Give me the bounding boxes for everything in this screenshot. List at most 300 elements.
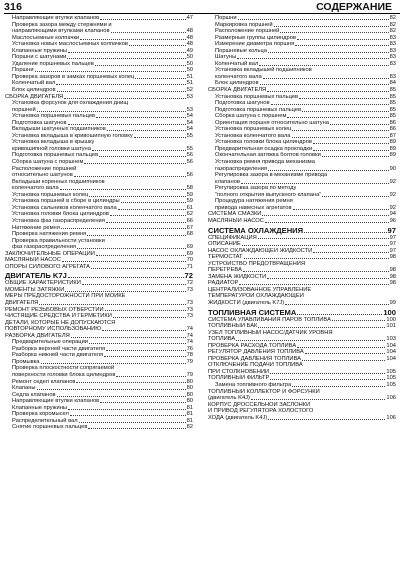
toc-page-number: 48 <box>186 28 193 35</box>
toc-page-number: 98 <box>389 254 396 261</box>
toc-entry-title: Установка фаз газораспределения <box>12 217 105 224</box>
toc-entry-title: ТОПЛИВНЫЙ БАК <box>208 323 258 330</box>
toc-entry-title: Установка сальников коленчатого вала <box>12 204 117 211</box>
toc-entry-title: Удаление поршневых пальцев <box>12 60 94 67</box>
toc-page-number: 80 <box>186 378 193 385</box>
toc-entry-title: МОМЕНТЫ ЗАТЯЖКИ <box>5 286 65 293</box>
toc-page-number: 81 <box>186 404 193 411</box>
toc-page-number: 90 <box>389 165 396 172</box>
toc-entry-title: Блок цилиндров <box>12 87 56 94</box>
toc-entry-title: привода навесных агрегатов <box>215 204 292 211</box>
toc-entry-title: Установка вкладышей подшипников <box>215 67 312 74</box>
toc-entry-title: Регулировка зазора в механизме привода <box>215 172 328 179</box>
toc-leader-dots <box>292 130 388 131</box>
toc-page-number: 54 <box>186 113 193 120</box>
toc-leader-dots <box>60 189 186 190</box>
toc-entry-title: Направляющие втулки клапанов <box>12 15 100 21</box>
toc-page-number: 105 <box>386 381 396 388</box>
toc-entry-title: Установка коленчатого вала <box>215 132 291 139</box>
toc-entry-title: Проверка плоскостности сопрягаемой <box>12 365 115 372</box>
toc-entry <box>208 218 396 225</box>
toc-leader-dots <box>88 428 185 429</box>
toc-entry-title: Измерение диаметра поршня <box>215 41 295 48</box>
toc-page-number: 54 <box>186 126 193 133</box>
toc-entry-title: Расположение поршней <box>12 165 77 172</box>
toc-leader-dots <box>287 117 388 118</box>
toc-leader-dots <box>299 98 389 99</box>
toc-entry-title: Направляющие втулки клапанов <box>12 398 100 405</box>
toc-entry-title: Седла клапанов <box>12 391 56 398</box>
toc-page-number: 69 <box>186 250 193 257</box>
toc-entry-title: ОПИСАНИЕ <box>208 241 241 248</box>
toc-entry-title: ТОПЛИВНАЯ СИСТЕМА <box>208 307 297 317</box>
toc-entry-title: Распределительный вал <box>12 417 78 424</box>
toc-leader-dots <box>236 340 385 341</box>
toc-page-number: 85 <box>389 100 396 107</box>
toc-entry-title: Размерные группы цилиндров <box>215 34 296 41</box>
toc-entry-title: "полного открытия выпускного клапана" <box>215 191 322 198</box>
toc-page-number: 48 <box>186 34 193 41</box>
toc-page-number: 47 <box>186 15 193 21</box>
toc-entry-title: Сборка шатуна с поршнем <box>12 159 84 166</box>
toc-leader-dots <box>80 39 185 40</box>
toc-entry-title: Установка вкладыша в крышку <box>12 139 95 146</box>
toc-entry-title: СБОРКА ДВИГАТЕЛЯ <box>5 93 64 100</box>
toc-page-number: 85 <box>389 93 396 100</box>
toc-entry-title: СПЕЦИФИКАЦИЯ <box>208 234 257 241</box>
toc-page-number: 83 <box>389 73 396 80</box>
toc-leader-dots <box>74 176 186 177</box>
toc-page-number: 96 <box>389 217 396 224</box>
page-title: СОДЕРЖАНИЕ <box>316 1 392 13</box>
toc-page-number: 53 <box>186 106 193 113</box>
toc-page-number: 89 <box>389 145 396 152</box>
toc-page-number: 86 <box>389 126 396 133</box>
toc-page-number: 51 <box>186 80 193 87</box>
toc-page-number: 70 <box>186 257 193 264</box>
toc-page-number: 83 <box>389 60 396 67</box>
toc-page-number: 85 <box>389 113 396 120</box>
toc-leader-dots <box>259 65 388 66</box>
toc-leader-dots <box>263 78 389 79</box>
toc-leader-dots <box>244 258 389 259</box>
toc-leader-dots <box>89 343 186 344</box>
toc-entry-title: коленчатого вала <box>12 185 59 192</box>
toc-page-number: 52 <box>186 87 193 94</box>
toc-entry-title: Подготовка шатунов <box>12 119 67 126</box>
toc-entry-title: УСТРОЙСТВО ПРЕДОТВРАЩЕНИЯ <box>208 260 306 267</box>
toc-leader-dots <box>37 111 186 112</box>
toc-entry-title: Ориентация поршня относительно шатуна <box>215 119 329 126</box>
toc-leader-dots <box>111 32 186 33</box>
toc-page-number: 103 <box>386 336 396 343</box>
toc-page-number: 105 <box>386 375 396 382</box>
toc-entry-title: ТОПЛИВНЫЙ ФИЛЬТР <box>208 375 270 382</box>
toc-leader-dots <box>322 156 389 157</box>
toc-entry-title: поверхности головки блока цилиндров <box>12 371 116 378</box>
toc-entry-title: НАСОС ОХЛАЖДАЮЩЕЙ ЖИДКОСТИ <box>208 247 313 254</box>
toc-entry <box>208 300 396 307</box>
toc-page-number: 72 <box>186 280 193 287</box>
toc-page-number: 106 <box>386 395 396 402</box>
toc-leader-dots <box>104 356 185 357</box>
toc-page-number: 97 <box>389 241 396 248</box>
toc-page-number: 76 <box>186 345 193 352</box>
toc-leader-dots <box>96 117 186 118</box>
page-header <box>0 0 404 14</box>
toc-leader-dots <box>116 376 185 377</box>
toc-page-number: 98 <box>389 280 396 287</box>
toc-entry-title: Установка форсунок для охлаждения днищ <box>12 100 129 107</box>
toc-page-number: 99 <box>389 299 396 306</box>
toc-leader-dots <box>313 252 388 253</box>
toc-page-number: 84 <box>389 80 396 87</box>
toc-entry-title: Блок цилиндров <box>215 80 259 87</box>
toc-page-number: 80 <box>186 398 193 405</box>
toc-leader-dots <box>242 245 389 246</box>
toc-entry-title: Замена топливного фильтра <box>215 381 292 388</box>
toc-page-number: 83 <box>389 47 396 54</box>
toc-entry-title: Установка поршневых пальцев <box>12 113 96 120</box>
toc-leader-dots <box>313 150 388 151</box>
toc-page-number: 100 <box>386 316 396 323</box>
toc-leader-dots <box>118 209 186 210</box>
toc-entry-title: Поршневые кольца <box>215 47 267 54</box>
toc-entry-title: ЗАКЛЮЧИТЕЛЬНЫЕ ОПЕРАЦИИ <box>5 250 95 257</box>
toc-entry-title: МЕРЫ ПРЕДОСТОРОЖНОСТИ ПРИ МОЙКЕ <box>5 293 126 300</box>
toc-page-number: 73 <box>186 313 193 320</box>
toc-page-number: 85 <box>389 87 396 94</box>
toc-entry-title: Подготовка поршневых пальцев <box>215 106 302 113</box>
toc-leader-dots <box>110 215 186 216</box>
toc-page-number: 106 <box>386 414 396 421</box>
toc-entry-title: клапанов <box>215 178 240 185</box>
toc-page-number: 82 <box>389 21 396 28</box>
toc-page-number: 67 <box>186 224 193 231</box>
toc-leader-dots <box>56 84 185 85</box>
toc-entry-title: Проверка зазоров в замках поршневых колец <box>12 73 135 80</box>
toc-entry-title: СИСТЕМА СМАЗКИ <box>208 211 262 218</box>
toc-page-number: 73 <box>186 299 193 306</box>
toc-leader-dots <box>91 268 186 269</box>
toc-page-number: 92 <box>389 178 396 185</box>
toc-entry-title: Проверка правильности установки <box>12 237 105 244</box>
toc-leader-dots <box>268 419 385 420</box>
toc-page-number: 79 <box>186 358 193 365</box>
toc-page-number: 68 <box>186 231 193 238</box>
toc-leader-dots <box>57 91 186 92</box>
toc-page-number: 55 <box>186 132 193 139</box>
toc-entry-title: ХОДА (двигатель K4J) <box>208 414 268 421</box>
toc-leader-dots <box>95 65 186 66</box>
toc-page-number: 56 <box>186 172 193 179</box>
toc-page-number: 104 <box>386 342 396 349</box>
toc-leader-dots <box>87 235 185 236</box>
toc-entry-title: Расположение поршней <box>215 28 280 35</box>
toc-leader-dots <box>68 409 186 410</box>
toc-page-number: 105 <box>386 368 396 375</box>
toc-leader-dots <box>302 360 385 361</box>
toc-leader-dots <box>135 78 185 79</box>
toc-leader-dots <box>105 310 186 311</box>
toc-entry-title: Установка поршневых пальцев <box>215 93 299 100</box>
toc-leader-dots <box>274 26 389 27</box>
toc-leader-dots <box>258 327 385 328</box>
toc-leader-dots <box>313 143 389 144</box>
toc-entry-title: ОТКЛЮЧЕНИЕ ПОДАЧИ ТОПЛИВА <box>208 362 303 369</box>
toc-entry-title: Установка ремня привода механизма <box>215 159 315 166</box>
toc-section-heading <box>208 226 396 235</box>
toc-entry-title: Натяжение ремня <box>12 224 60 231</box>
toc-leader-dots <box>68 52 186 53</box>
toc-page-number: 101 <box>386 323 396 330</box>
toc-entry-title: СИСТЕМА ОХЛАЖДЕНИЯ <box>208 225 304 235</box>
toc-entry-title: ЗАМЕНА ЖИДКОСТИ <box>208 273 267 280</box>
toc-leader-dots <box>70 415 186 416</box>
toc-entry-title: ТОПЛИВА <box>208 336 236 343</box>
toc-entry-title: поршней <box>12 106 36 113</box>
toc-page-number: 71 <box>186 263 193 270</box>
toc-entry-title: Вкладыши шатунных подшипников <box>12 126 106 133</box>
toc-page-number: 59 <box>186 191 193 198</box>
toc-leader-dots <box>96 255 186 256</box>
toc-leader-dots <box>280 32 388 33</box>
toc-page-number: 51 <box>186 73 193 80</box>
toc-leader-dots <box>332 320 386 321</box>
toc-page-number: 74 <box>186 339 193 346</box>
toc-leader-dots <box>62 261 186 262</box>
toc-entry-title: РАЗБОРКА ДВИГАТЕЛЯ <box>5 332 70 339</box>
toc-entry-title: Установка поршневых колец <box>12 191 89 198</box>
toc-entry <box>5 264 193 271</box>
toc-leader-dots <box>41 363 186 364</box>
toc-page-number: 82 <box>389 28 396 35</box>
toc-entry-title: ЖИДКОСТИ (двигатель K7J) <box>208 299 285 306</box>
toc-leader-dots <box>37 389 186 390</box>
toc-leader-dots <box>84 163 185 164</box>
toc-leader-dots <box>268 52 389 53</box>
toc-page-number: 83 <box>389 34 396 41</box>
toc-leader-dots <box>68 277 184 278</box>
toc-entry-title: СБОРКА ДВИГАТЕЛЯ <box>208 87 267 94</box>
toc-entry-title: Установка вкладыша в кривошипную головку <box>12 132 133 139</box>
toc-page-number: 73 <box>186 286 193 293</box>
toc-page-number: 100 <box>383 307 396 317</box>
toc-page-number: 50 <box>186 67 193 74</box>
toc-entry-title: Вкладыши коренных подшипников <box>12 178 105 185</box>
toc-page-number: 50 <box>186 54 193 61</box>
toc-leader-dots <box>134 137 186 138</box>
toc-leader-dots <box>100 19 185 20</box>
toc-page-number: 89 <box>389 152 396 159</box>
toc-page-number: 78 <box>186 352 193 359</box>
toc-page-number: 79 <box>186 371 193 378</box>
toc-entry-title: Коленчатый вал <box>215 60 259 67</box>
toc-entry-title: ДВИГАТЕЛЬ K7J <box>5 271 67 281</box>
toc-leader-dots <box>99 156 185 157</box>
toc-entry-title: Ремонт седел клапанов <box>12 378 76 385</box>
toc-entry <box>5 424 193 431</box>
page-number: 316 <box>4 1 23 13</box>
toc-entry-title: Поршни <box>215 15 237 21</box>
toc-page-number: 56 <box>186 159 193 166</box>
toc-leader-dots <box>106 222 186 223</box>
toc-section-heading <box>208 308 396 317</box>
toc-entry-title: фаз газораспределения <box>12 244 77 251</box>
toc-leader-dots <box>82 284 186 285</box>
toc-entry-title: УЗЕЛ ТОПЛИВНЫЙ НАСОС/ДАТЧИК УРОВНЯ <box>208 329 333 336</box>
toc-entry-title: (двигатель K4J) <box>208 395 250 402</box>
toc-page-number: 83 <box>389 41 396 48</box>
toc-page-number: 81 <box>186 411 193 418</box>
toc-leader-dots <box>79 422 186 423</box>
toc-leader-dots <box>65 291 185 292</box>
toc-page-number: 50 <box>186 60 193 67</box>
toc-entry-title: ПРОВЕРКА РАСХОДА ТОПЛИВА <box>208 342 297 349</box>
toc-entry-title: Подготовка поршневых пальцев <box>12 152 99 159</box>
toc-entry-title: Предварительная осадка прокладки <box>215 145 313 152</box>
toc-leader-dots <box>265 222 389 223</box>
toc-page-number: 56 <box>186 152 193 159</box>
toc-page-number: 80 <box>186 385 193 392</box>
toc-entry-title: Коленчатый вал <box>12 80 56 87</box>
toc-entry-title: ПРИ СТОЛКНОВЕНИИ <box>208 368 270 375</box>
toc-entry-title: Проверка зазора между стержнями и <box>12 21 112 28</box>
toc-entry-title: Снятие поршневых пальцев <box>12 424 88 431</box>
toc-leader-dots <box>322 196 388 197</box>
toc-leader-dots <box>76 382 185 383</box>
toc-entry-title: ДЕТАЛИ, КОТОРЫЕ НЕ ДОПУСКАЮТСЯ <box>5 319 116 326</box>
toc-page-number: 54 <box>186 119 193 126</box>
toc-page-number: 74 <box>186 326 193 333</box>
toc-leader-dots <box>285 304 388 305</box>
toc-page-number: 82 <box>389 15 396 21</box>
toc-entry-title: ЦЕНТРАЛИЗОВАННОЕ УПРАВЛЕНИЕ <box>208 286 312 293</box>
toc-entry-title: Окончательная затяжка болтов головки <box>215 152 321 159</box>
toc-page-number: 69 <box>186 244 193 251</box>
toc-page-number: 98 <box>389 273 396 280</box>
toc-entry-title: Маслосъемные колпачки <box>12 34 80 41</box>
toc-entry-title: кривошипной головки шатуна <box>12 145 91 152</box>
toc-entry-title: ТОПЛИВНЫЙ КОЛЛЕКТОР И ФОРСУНКИ <box>208 388 320 395</box>
toc-leader-dots <box>100 402 185 403</box>
toc-leader-dots <box>67 58 185 59</box>
toc-entry-title: Промывка <box>12 358 40 365</box>
toc-page-number: 62 <box>186 211 193 218</box>
toc-page-number: 94 <box>389 211 396 218</box>
toc-leader-dots <box>39 304 185 305</box>
toc-left-column <box>5 15 193 431</box>
toc-leader-dots <box>297 314 382 315</box>
toc-page-number: 58 <box>186 185 193 192</box>
toc-entry-title: СИСТЕМА УЛАВЛИВАНИЯ ПАРОВ ТОПЛИВА <box>208 316 331 323</box>
toc-page-number: 48 <box>186 41 193 48</box>
toc-leader-dots <box>92 150 186 151</box>
toc-page-number: 97 <box>389 247 396 254</box>
toc-leader-dots <box>295 45 388 46</box>
toc-page-number: 82 <box>186 424 193 431</box>
toc-entry-title: Поршни с шатунами <box>12 54 67 61</box>
toc-leader-dots <box>268 170 389 171</box>
toc-entry-title: Регулировка зазора по методу <box>215 185 297 192</box>
toc-leader-dots <box>271 104 389 105</box>
toc-entry-title: Проверка коромысел <box>12 411 69 418</box>
toc-leader-dots <box>241 183 389 184</box>
toc-page-number: 66 <box>186 217 193 224</box>
toc-leader-dots <box>71 337 186 338</box>
toc-page-number: 61 <box>186 204 193 211</box>
toc-leader-dots <box>77 248 186 249</box>
toc-leader-dots <box>304 232 386 233</box>
toc-page-number: 49 <box>186 47 193 54</box>
toc-leader-dots <box>292 137 389 138</box>
toc-leader-dots <box>121 202 186 203</box>
toc-entry-title: ЧИСТЯЩИЕ СРЕДСТВА И ГЕРМЕТИКИ <box>5 313 112 320</box>
toc-leader-dots <box>107 130 186 131</box>
toc-entry-title: Клапаны <box>12 385 36 392</box>
toc-leader-dots <box>267 91 388 92</box>
toc-leader-dots <box>305 353 386 354</box>
toc-entry-title: ПОВТОРНОМУ ИСПОЛЬЗОВАНИЮ <box>5 326 102 333</box>
toc-entry-title: коленчатого вала <box>215 73 262 80</box>
toc-leader-dots <box>35 71 186 72</box>
toc-entry-title: МАСЛЯНЫЙ НАСОС <box>208 217 264 224</box>
toc-leader-dots <box>113 317 186 318</box>
toc-entry-title: относительно шатунов <box>12 172 73 179</box>
toc-leader-dots <box>238 19 389 20</box>
toc-leader-dots <box>106 350 186 351</box>
toc-entry-title: ТЕМПЕРАТУРОЙ ОХЛАЖДАЮЩЕЙ <box>208 293 304 300</box>
toc-leader-dots <box>129 45 186 46</box>
toc-entry-title: ПЕРЕГРЕВА <box>208 267 242 274</box>
toc-right-column <box>208 15 396 421</box>
toc-entry-title: Установка новых маслосъемных колпачков <box>12 41 128 48</box>
toc-leader-dots <box>292 386 385 387</box>
toc-page-number: 104 <box>386 349 396 356</box>
toc-leader-dots <box>251 399 385 400</box>
toc-entry-title: КОРПУС ДРОССЕЛЬНОЙ ЗАСЛОНКИ <box>208 401 311 408</box>
toc-leader-dots <box>297 39 389 40</box>
toc-page-number: 85 <box>389 106 396 113</box>
toc-leader-dots <box>64 98 185 99</box>
toc-entry-title: РАДИАТОР <box>208 280 239 287</box>
toc-entry-title: газораспределения <box>215 165 267 172</box>
toc-entry-title: Разборка нижней части двигателя <box>12 352 104 359</box>
toc-entry-title: Процедура натяжения ремня <box>215 198 293 205</box>
toc-leader-dots <box>68 124 186 125</box>
toc-leader-dots <box>243 271 389 272</box>
toc-entry-title: Установка головки блока цилиндров <box>215 139 312 146</box>
toc-entry-title: ПРОВЕРКА ДАВЛЕНИЯ ТОПЛИВА <box>208 355 301 362</box>
toc-page-number: 74 <box>186 332 193 339</box>
toc-page-number: 104 <box>386 355 396 362</box>
toc-leader-dots <box>260 84 389 85</box>
toc-entry-title: ТЕРМОСТАТ <box>208 254 243 261</box>
header-rule <box>4 13 400 14</box>
toc-leader-dots <box>270 379 385 380</box>
toc-page-number: 72 <box>184 271 193 281</box>
toc-leader-dots <box>61 228 186 229</box>
toc-entry-title: Поршни <box>12 67 34 74</box>
toc-entry-title: Предварительные операции <box>12 339 89 346</box>
toc-leader-dots <box>89 196 185 197</box>
toc-entry-title: ДВИГАТЕЛЯ <box>5 299 39 306</box>
toc-entry-title: направляющими втулками клапанов <box>12 28 110 35</box>
toc-leader-dots <box>267 278 388 279</box>
toc-leader-dots <box>297 347 385 348</box>
toc-leader-dots <box>57 396 186 397</box>
toc-entry-title: Разборка верхней части двигателя <box>12 345 106 352</box>
